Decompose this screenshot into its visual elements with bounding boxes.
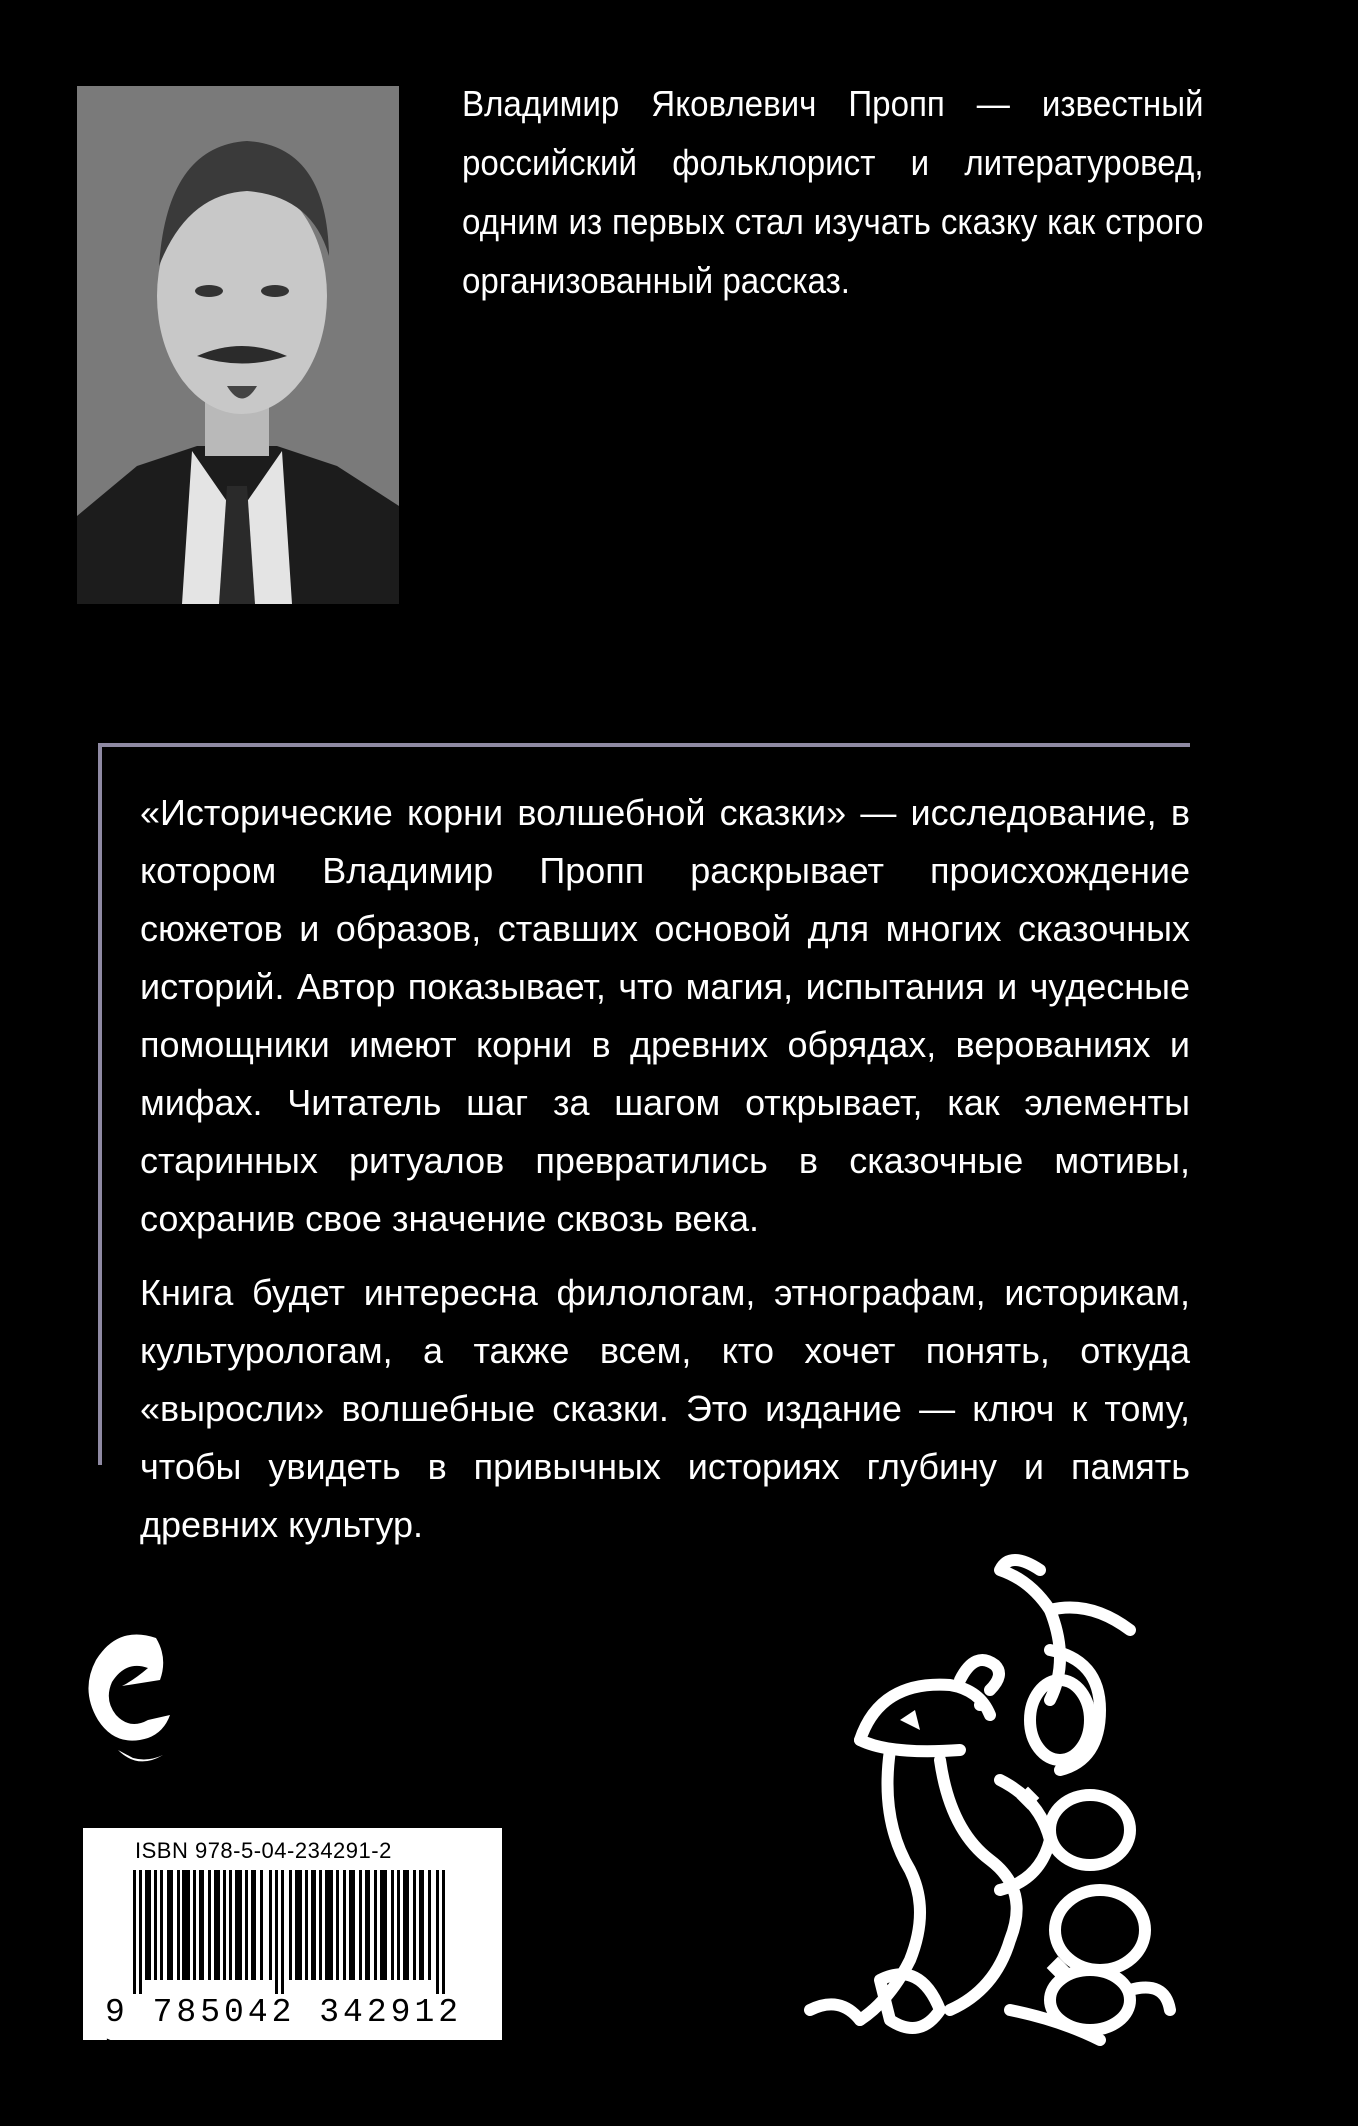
portrait-illustration (77, 86, 399, 604)
description-paragraph-2: Книга будет интересна филологам, этнографам, историкам, культурологам, а также всем, кто хочет понять, откуда «выросли» волшебные сказки. Это издание — ключ к тому, чтобы увидеть в привычных историях глубину и память древних культур. (140, 1272, 1190, 1545)
frame-left-border (98, 743, 102, 1465)
author-portrait (77, 86, 399, 604)
author-bio: Владимир Яковлевич Пропп — известный российский фольклорист и литературовед, одним из первых стал изучать сказку как строго организованный рассказ. (462, 83, 1204, 301)
book-description (140, 784, 1190, 1570)
bird-ornament-icon (800, 1540, 1180, 2060)
barcode-digits: 9 785042 342912 > (105, 1994, 463, 2068)
description-paragraph-1: «Исторические корни волшебной сказки» — исследование, в котором Владимир Пропп раскрывает происхождение сюжетов и образов, ставших основой для многих сказочных историй. Автор показывает, что магия, испытания и чудесные помощники имеют корни в древних обрядах, верованиях и мифах. Читатель шаг за шагом открывает, как элементы старинных ритуалов превратились в сказочные мотивы, сохранив свое значение сквозь века. (140, 792, 1190, 1239)
isbn-label: ISBN 978-5-04-234291-2 (135, 1838, 392, 1863)
frame-top-border (98, 743, 1190, 747)
barcode (133, 1870, 445, 1994)
publisher-logo-icon (78, 1620, 173, 1770)
isbn-barcode-block (83, 1828, 502, 2068)
